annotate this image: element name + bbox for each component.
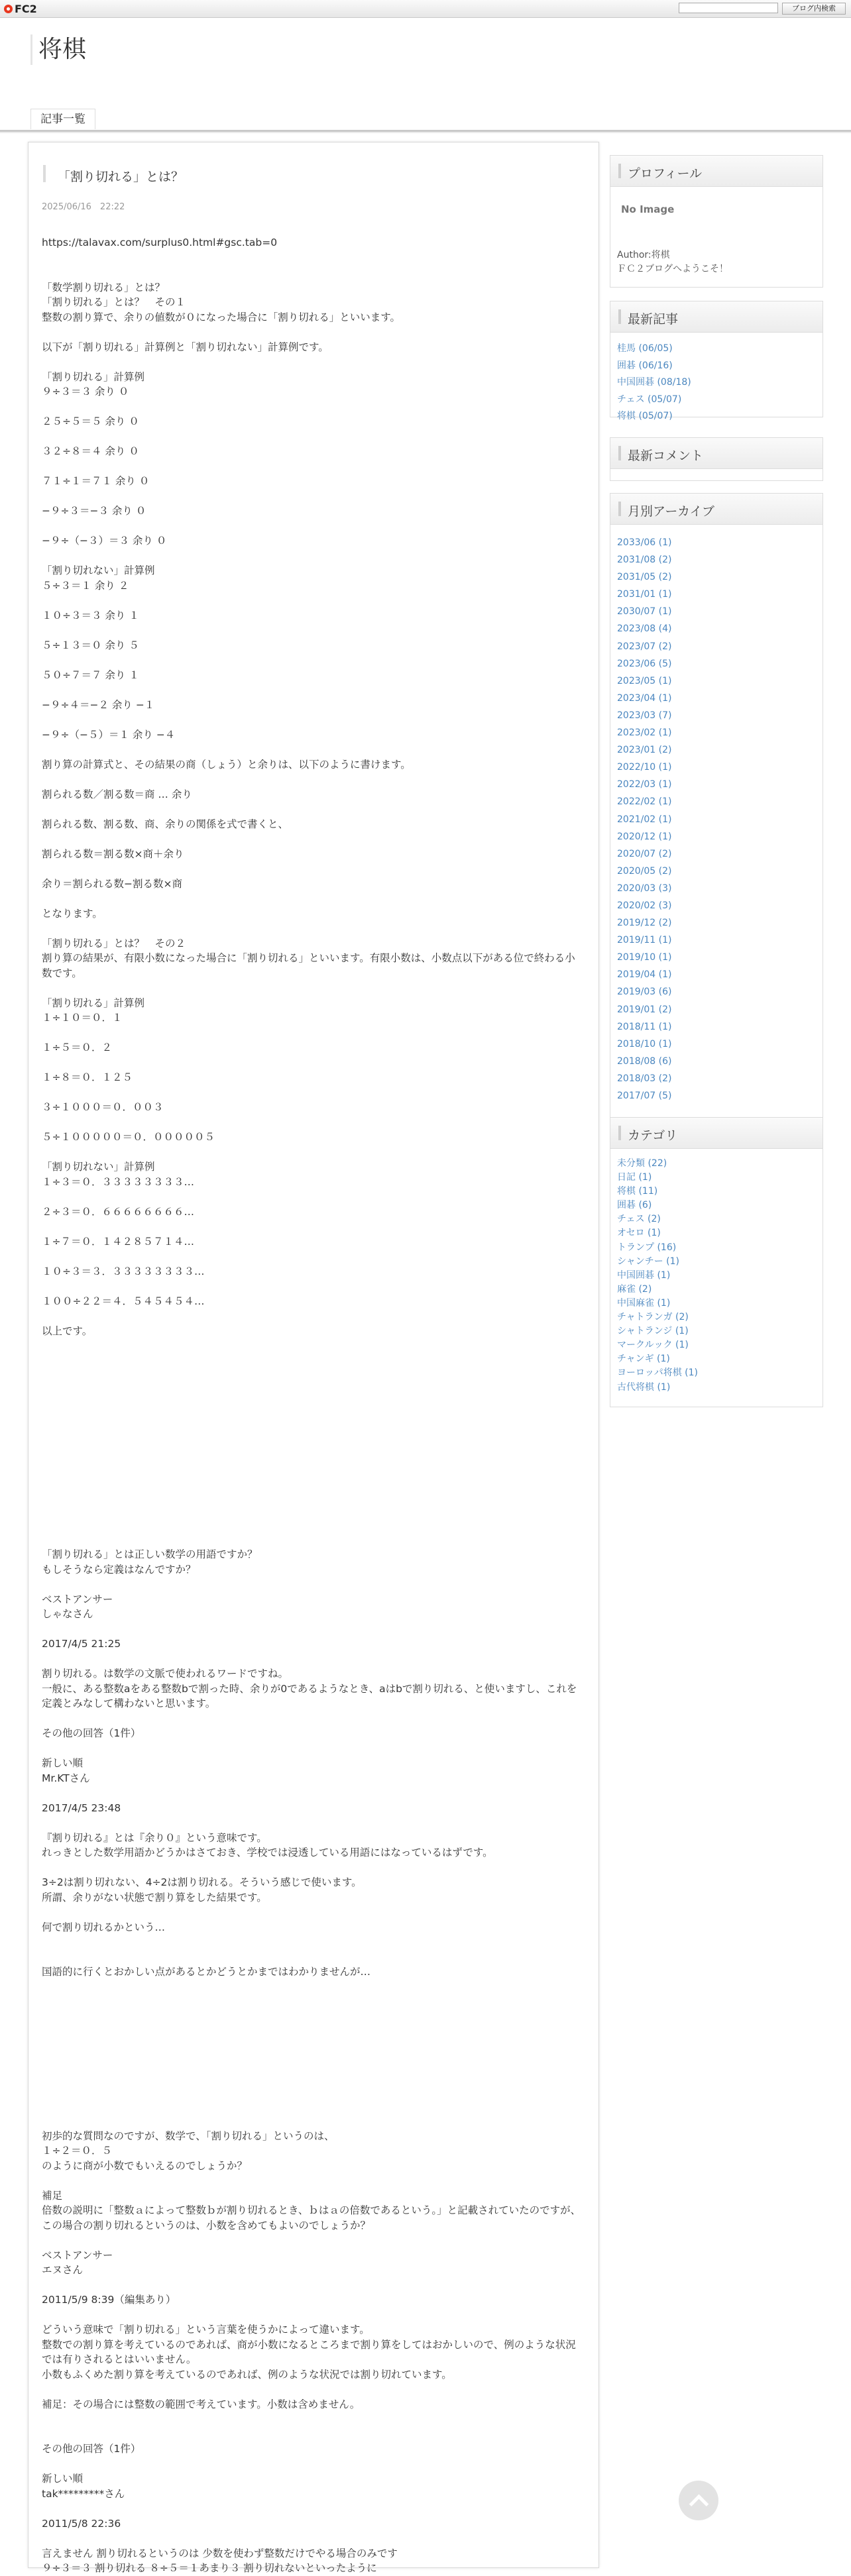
profile-box	[610, 155, 823, 288]
category-link[interactable]: 中国麻雀 (1)	[617, 1297, 671, 1309]
categories-heading: カテゴリ	[628, 1128, 678, 1143]
category-link[interactable]: 古代将棋 (1)	[617, 1381, 671, 1393]
archive-link[interactable]: 2020/07 (2)	[617, 848, 672, 859]
category-link[interactable]: シャンチー (1)	[617, 1256, 680, 1267]
category-link[interactable]: チャトランガ (2)	[617, 1312, 689, 1323]
recent-posts-heading: 最新記事	[628, 312, 679, 327]
category-link[interactable]: 麻雀 (2)	[617, 1283, 652, 1295]
archive-link[interactable]: 2020/03 (3)	[617, 883, 672, 894]
recent-comments-box	[610, 437, 823, 481]
category-link[interactable]: チェス (2)	[617, 1214, 661, 1225]
category-link[interactable]: 中国囲碁 (1)	[617, 1269, 671, 1281]
article-date: 2025/06/16 22:22	[42, 202, 125, 212]
heading-accent	[618, 502, 621, 516]
heading-accent	[618, 309, 621, 324]
archive-link[interactable]: 2018/10 (1)	[617, 1038, 672, 1049]
recent-comments-header	[610, 438, 823, 469]
archive-link[interactable]: 2019/12 (2)	[617, 918, 672, 929]
recent-post-link[interactable]: 桂馬 (06/05)	[617, 343, 673, 354]
recent-post-link[interactable]: 将棋 (05/07)	[617, 411, 673, 421]
archive-link[interactable]: 2023/01 (2)	[617, 745, 672, 756]
archives-heading: 月別アーカイブ	[628, 504, 714, 519]
archive-link[interactable]: 2020/02 (3)	[617, 900, 672, 911]
category-link[interactable]: 未分類 (22)	[617, 1158, 667, 1169]
recent-comments-heading: 最新コメント	[628, 449, 704, 463]
category-link[interactable]: 囲碁 (6)	[617, 1200, 652, 1211]
category-link[interactable]: ヨーロッパ将棋 (1)	[617, 1368, 699, 1379]
archives-header	[610, 494, 823, 525]
category-link[interactable]: 将棋 (11)	[617, 1186, 658, 1197]
heading-accent	[618, 446, 621, 460]
archive-link[interactable]: 2031/01 (1)	[617, 589, 672, 600]
blog-search-input[interactable]	[679, 3, 778, 13]
heading-accent	[618, 1126, 621, 1140]
archive-link[interactable]: 2031/05 (2)	[617, 572, 672, 583]
category-link[interactable]: シャトランジ (1)	[617, 1326, 689, 1337]
category-link[interactable]: チャンギ (1)	[617, 1354, 670, 1365]
blog-title[interactable]: 将棋	[38, 36, 87, 63]
archive-link[interactable]: 2023/02 (1)	[617, 727, 672, 739]
archive-link[interactable]: 2019/11 (1)	[617, 935, 672, 946]
archive-link[interactable]: 2018/11 (1)	[617, 1021, 672, 1032]
recent-posts-box	[610, 301, 823, 421]
profile-header	[610, 156, 823, 187]
archive-link[interactable]: 2019/04 (1)	[617, 969, 672, 981]
archive-link[interactable]: 2022/02 (1)	[617, 796, 672, 808]
main-content	[28, 142, 599, 2574]
archive-link[interactable]: 2033/06 (1)	[617, 537, 672, 548]
blog-search-button[interactable]: ブログ内検索	[782, 3, 846, 15]
recent-post-link[interactable]: チェス (05/07)	[617, 394, 682, 405]
fc2-top-bar	[0, 0, 851, 18]
archive-link[interactable]: 2020/05 (2)	[617, 865, 672, 877]
archive-link[interactable]: 2023/04 (1)	[617, 692, 672, 704]
archive-link[interactable]: 2023/05 (1)	[617, 675, 672, 686]
title-accent-bar	[30, 34, 32, 65]
article-title[interactable]: 「割り切れる」とは？	[58, 170, 184, 184]
category-link[interactable]: マークルック (1)	[617, 1340, 689, 1351]
category-link[interactable]: トランプ (16)	[617, 1242, 677, 1253]
archive-link[interactable]: 2023/03 (7)	[617, 710, 672, 721]
archive-link[interactable]: 2022/03 (1)	[617, 779, 672, 790]
category-link[interactable]: オセロ (1)	[617, 1228, 661, 1239]
profile-author: Author:将棋	[617, 250, 670, 260]
archive-link[interactable]: 2023/06 (5)	[617, 658, 672, 669]
archive-link[interactable]: 2023/07 (2)	[617, 641, 672, 652]
scroll-to-top-button[interactable]	[679, 2481, 718, 2520]
fc2-logo-text: FC2	[15, 2, 37, 15]
fc2-logo[interactable]	[4, 2, 37, 15]
archive-link[interactable]: 2020/12 (1)	[617, 831, 672, 842]
archive-link[interactable]: 2018/03 (2)	[617, 1073, 672, 1084]
categories-header	[610, 1118, 823, 1149]
archive-link[interactable]: 2018/08 (6)	[617, 1055, 672, 1067]
archive-link[interactable]: 2019/01 (2)	[617, 1004, 672, 1015]
fc2-logo-icon	[4, 5, 13, 13]
article-title-accent	[43, 165, 46, 182]
archive-link[interactable]: 2021/02 (1)	[617, 814, 672, 825]
archive-link[interactable]: 2022/10 (1)	[617, 762, 672, 773]
recent-posts-header	[610, 301, 823, 333]
nav-article-list[interactable]: 記事一覧	[30, 109, 95, 129]
header-divider-shadow	[0, 132, 851, 133]
archive-link[interactable]: 2030/07 (1)	[617, 606, 672, 617]
archive-link[interactable]: 2023/08 (4)	[617, 623, 672, 635]
archive-link[interactable]: 2019/03 (6)	[617, 987, 672, 998]
article-body: https://talavax.com/surplus0.html#gsc.tab=0 「数学割り切れる」とは？ 「割り切れる」とは？ その１ 整数の割り算で、余りの値数が０になった場合に「割り切れる」といいます。 以下が「割り切れる」計算例と「割り切れない」計算例です。 「割り切れる」計算例 ９÷３＝３ 余り ０ ２５÷５＝５ 余り ０ ３２÷８＝４ 余り ０ ７１÷１＝７１ 余り ０ −９÷３＝−３ 余り ０ −９÷（−３）＝３ 余り ０ 「割り切れない」計算例 ５÷３＝１ 余り ２ １０÷３＝３ 余り １ ５÷１３＝０ 余り ５ ５０÷７＝７ 余り １ −９÷４＝−２ 余り −１ −９÷（−５）＝１ 余り −４ 割り算の計算式と、その結果の商（しょう）と余りは、以下のように書けます。 割られる数／割る数＝商 … 余り 割られる数、割る数、商、余りの関係を式で書くと、 割られる数＝割る数×商＋余り 余り＝割られる数−割る数×商 となります。 「割り切れる」とは？ その２ 割り算の結果が、有限小数になった場合に「割り切れる」といいます。有限小数は、小数点以下がある位で終わる小数です。 「割り切れる」計算例 １÷１０＝０．１ １÷５＝０．２ １÷８＝０．１２５ ３÷１０００＝０．００３ ５÷１０００００＝０．０００００５ 「割り切れない」計算例 １÷３＝０．３３３３３３３３… ２÷３＝０．６６６６６６６６… １÷７＝０．１４２８５７１４… １０÷３＝３．３３３３３３３３… １００÷２２＝４．５４５４５４… 以上です。 「割り切れる」とは正しい数学の用語ですか？ もしそうなら定義はなんですか？ ベストアンサー しゃなさん 2017/4/5 21:25 割り切れる。は数学の文脈で使われるワードですね。 一般に、ある整数aをある整数bで割った時、余りが0であるようなとき、aはbで割り切れる、と使いますし、これを定義とみなして構わないと思います。 その他の回答（1件） 新しい順 Mr.KTさん 2017/4/5 23:48 『割り切れる』とは『余り０』という意味です。 れっきとした数学用語かどうかはさておき、学校では浸透している用語にはなっているはずです。 3÷2は割り切れない、4÷2は割り切れる。そういう感じで使います。 所謂、余りがない状態で割り算をした結果です。 何で割り切れるかという… 国語的に行くとおかしい点があるとかどうとかまではわかりませんが… 初歩的な質問なのですが、数学で、「割り切れる」というのは、 １÷２＝０．５ のように商が小数でもいえるのでしょうか？ 補足 倍数の説明に「整数ａによって整数ｂが割り切れるとき、ｂはａの倍数であるという。」と記載されていたのですが、この場合の割り切れるというのは、小数を含めてもよいのでしょうか？ ベストアンサー エヌさん 2011/5/9 8:39（編集あり） どういう意味で「割り切れる」という言葉を使うかによって違います。 整数での割り算を考えているのであれば、商が小数になるところまで割り算をしてはおかしいので、例のような状況では有りされるとはいいません。 小数もふくめた割り算を考えているのであれば、例のような状況では割り切れています。 補足：その場合には整数の範囲で考えています。小数は含めません。 その他の回答（1件） 新しい順 tak*********さん 2011/5/8 22:36 言えません 割り切れるというのは 少数を使わず整数だけでやる場合のみです ９÷３＝３ 割り切れる ８÷５＝１あまり３ 割り切れないといったように	[42, 237, 581, 2574]
profile-intro: ＦＣ２ブログへようこそ！	[617, 264, 728, 274]
archive-link[interactable]: 2019/10 (1)	[617, 952, 672, 963]
category-link[interactable]: 日記 (1)	[617, 1172, 652, 1183]
categories-box	[610, 1117, 823, 1407]
recent-post-link[interactable]: 囲碁 (06/16)	[617, 360, 673, 371]
archive-link[interactable]: 2017/07 (5)	[617, 1091, 672, 1101]
recent-post-link[interactable]: 中国囲碁 (08/18)	[617, 377, 691, 388]
profile-heading: プロフィール	[628, 166, 703, 181]
profile-no-image: No Image	[621, 203, 675, 215]
heading-accent	[618, 164, 621, 178]
archive-link[interactable]: 2031/08 (2)	[617, 555, 672, 566]
